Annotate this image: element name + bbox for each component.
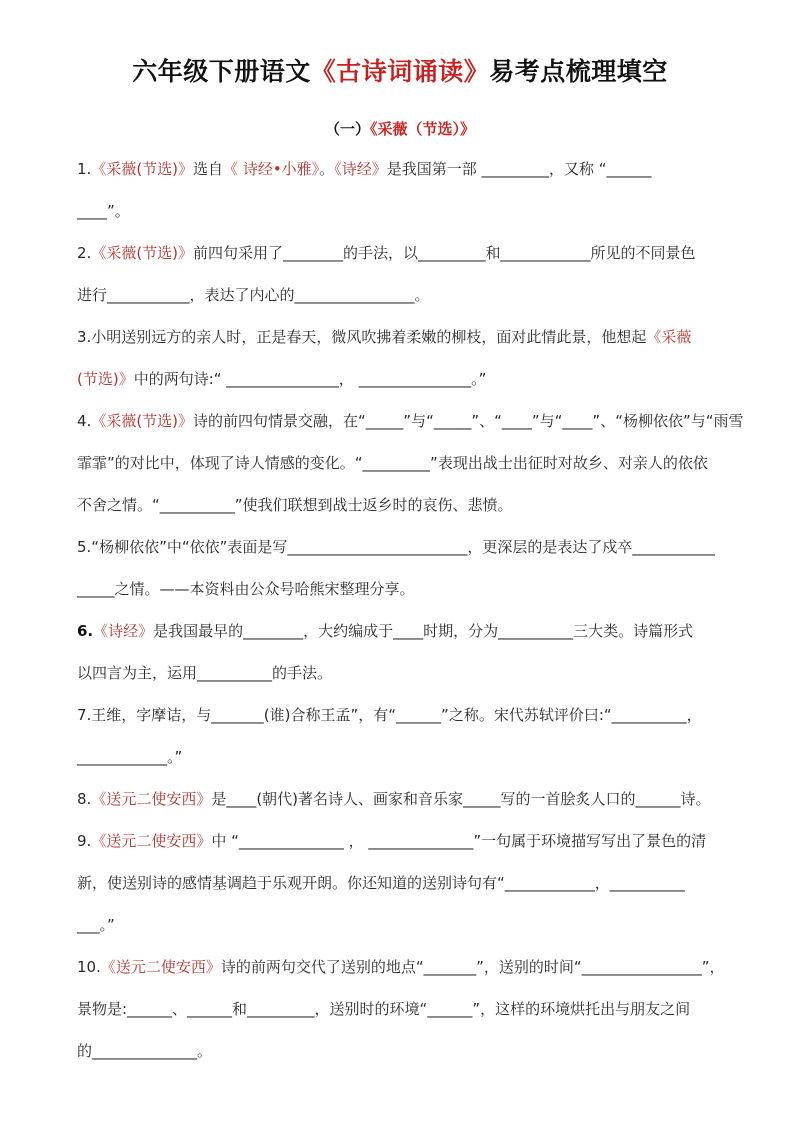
text-segment: 选自 bbox=[193, 160, 224, 178]
text-line bbox=[77, 578, 415, 599]
text-segment: 是我国最早的________，大约编成于____时期，分为__________三大类。诗篇形式 bbox=[153, 622, 694, 640]
text-line bbox=[77, 368, 486, 389]
text-line bbox=[77, 914, 115, 935]
text-segment: 《送元二使安西》 bbox=[100, 958, 221, 976]
text-line bbox=[77, 326, 691, 347]
text-line bbox=[77, 536, 715, 557]
title-highlight: 《古诗词诵读》 bbox=[310, 57, 490, 86]
text-segment: ____________。” bbox=[77, 748, 183, 766]
text-segment: ___。” bbox=[77, 916, 115, 934]
text-segment: 中 “______________ ， ______________”一句属于环境描写写出了景色的清 bbox=[211, 832, 707, 850]
text-segment: 5.“杨柳依依”中“依依”表面是写________________________，更深层的是表达了戍卒___________ bbox=[77, 538, 715, 556]
text-segment: 3.小明送别远方的亲人时，正是春天，微风吹拂着柔嫩的柳枝，面对此情此景，他想起 bbox=[77, 328, 647, 346]
text-segment: 不舍之情。“__________”使我们联想到战士返乡时的哀伤、悲愤。 bbox=[77, 496, 513, 514]
page-title bbox=[0, 52, 800, 88]
title-suffix: 易考点梳理填空 bbox=[489, 57, 668, 86]
title-prefix: 六年级下册语文 bbox=[132, 57, 311, 86]
text-line bbox=[77, 872, 685, 893]
text-line bbox=[77, 284, 430, 305]
text-segment: 是我国第一部 _________，又称 “______ bbox=[386, 160, 652, 178]
text-line bbox=[77, 452, 708, 473]
text-segment: 《 诗经•小雅》 bbox=[223, 160, 320, 178]
text-segment: 《采薇(节选)》 bbox=[91, 244, 194, 262]
text-segment: 9. bbox=[77, 832, 92, 850]
text-segment: 10. bbox=[77, 958, 101, 976]
text-line bbox=[77, 200, 130, 221]
text-line bbox=[77, 158, 652, 179]
text-segment: 《采薇 bbox=[646, 328, 692, 346]
text-segment: 。 bbox=[319, 160, 335, 178]
text-segment: (节选)》 bbox=[77, 370, 134, 388]
text-segment: 诗的前两句交代了送别的地点“_______”，送别的时间“________________”， bbox=[220, 958, 725, 976]
text-segment: 《送元二使安西》 bbox=[91, 832, 212, 850]
text-segment: 《采薇(节选)》 bbox=[91, 412, 194, 430]
text-segment: _____之情。——本资料由公众号哈熊宋整理分享。 bbox=[77, 580, 415, 598]
text-segment: 《送元二使安西》 bbox=[91, 790, 212, 808]
text-segment: 诗的前四句情景交融，在“_____”与“_____”、“____”与“____”、“杨柳依依”与“雨雪 bbox=[193, 412, 744, 430]
text-line bbox=[77, 998, 690, 1019]
text-line bbox=[77, 1040, 212, 1061]
text-line bbox=[77, 494, 513, 515]
text-segment: 霏霏”的对比中，体现了诗人情感的变化。“_________”表现出战士出征时对故乡、对亲人的依依 bbox=[77, 454, 708, 472]
text-line bbox=[77, 746, 182, 767]
text-line bbox=[77, 410, 744, 431]
section-index: （一） bbox=[324, 120, 370, 138]
text-segment: 8. bbox=[77, 790, 92, 808]
text-segment: 《采薇(节选)》 bbox=[91, 160, 194, 178]
text-line bbox=[77, 662, 332, 683]
text-line bbox=[77, 704, 702, 725]
text-segment: 景物是:______、______和_________，送别时的环境“______”，这样的环境烘托出与朋友之间 bbox=[77, 1000, 691, 1018]
text-segment: 2. bbox=[77, 244, 92, 262]
text-segment: 以四言为主，运用__________的手法。 bbox=[77, 664, 333, 682]
text-segment: 前四句采用了________的手法，以_________和____________所见的不同景色 bbox=[193, 244, 696, 262]
text-segment: 《诗经》 bbox=[93, 622, 154, 640]
text-segment: 《诗经》 bbox=[334, 160, 387, 178]
text-segment: 是____(朝代)著名诗人、画家和音乐家_____写的一首脍炙人口的______诗。 bbox=[211, 790, 711, 808]
text-line bbox=[77, 242, 696, 263]
text-segment: 4. bbox=[77, 412, 92, 430]
text-line bbox=[77, 956, 724, 977]
section-title: 《采薇（节选）》 bbox=[370, 120, 476, 138]
text-segment: 中的两句诗:“ _______________， _______________。” bbox=[133, 370, 487, 388]
text-segment: 进行___________，表达了内心的________________。 bbox=[77, 286, 430, 304]
text-segment: ____”。 bbox=[77, 202, 130, 220]
text-segment: 6. bbox=[77, 622, 94, 640]
text-segment: 7.王维，字摩诘，与_______(谁)合称王孟”，有“______”之称。宋代苏轼评价曰:“__________， bbox=[77, 706, 702, 724]
text-segment: 新，使送别诗的感情基调趋于乐观开朗。你还知道的送别诗句有“____________，__________ bbox=[77, 874, 685, 892]
text-line bbox=[77, 788, 711, 809]
section-heading bbox=[0, 118, 800, 139]
text-segment: 的______________。 bbox=[77, 1042, 213, 1060]
text-line bbox=[77, 620, 693, 641]
text-segment: 1. bbox=[77, 160, 92, 178]
text-line bbox=[77, 830, 706, 851]
